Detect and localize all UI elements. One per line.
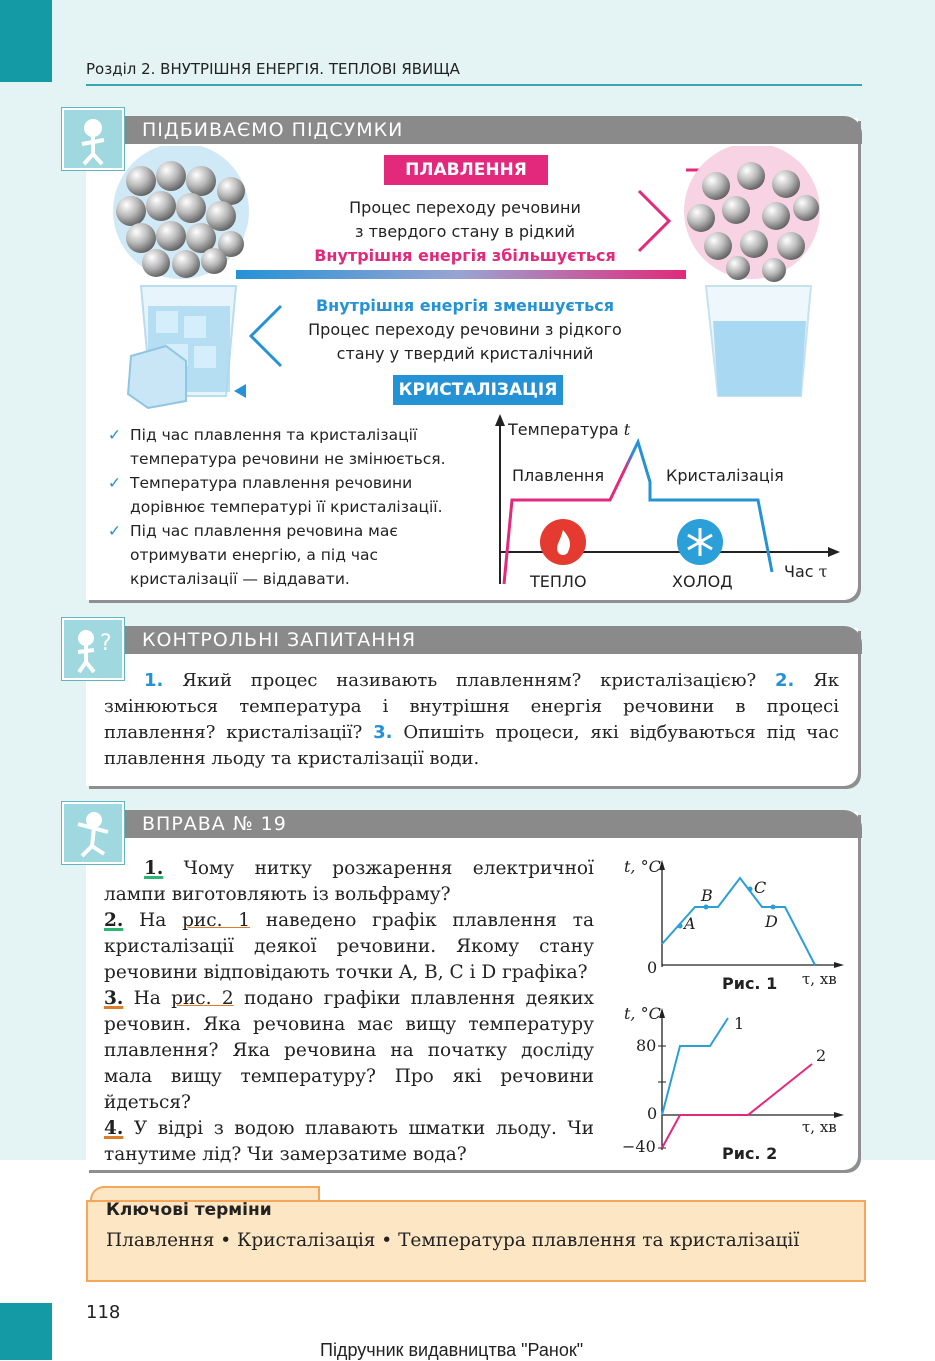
summary-title: ПІДБИВАЄМО ПІДСУМКИ <box>120 116 862 144</box>
key-terms-title: Ключові терміни <box>106 1200 272 1220</box>
graph-melting-label: Плавлення <box>512 466 605 485</box>
crystallization-label: КРИСТАЛІЗАЦІЯ <box>393 375 563 405</box>
checklist-item: ✓ Під час плавлення та кристалізації температура речовини не змінюється. <box>108 423 480 471</box>
checklist-item: ✓ Під час плавлення речовина має отримувати енергію, а під час кристалізації — віддавати. <box>108 519 480 591</box>
crystallization-description <box>280 294 650 366</box>
publisher-note: Підручник видавництва "Ранок" <box>320 1340 584 1360</box>
fig2-series-2-label: 2 <box>816 1046 827 1065</box>
summary-checklist <box>108 423 480 591</box>
checklist-item: ✓ Температура плавлення речовини дорівнює температурі її кристалізації. <box>108 471 480 519</box>
left-chevron-icon <box>251 306 281 366</box>
running-head: Розділ 2. ВНУТРІШНЯ ЕНЕРГІЯ. ТЕПЛОВІ ЯВИЩА <box>86 60 460 78</box>
fig1-label-d: D <box>765 912 778 931</box>
right-chevron-icon <box>639 191 669 251</box>
point-d <box>771 905 776 910</box>
point-a <box>678 924 683 929</box>
fig1-label-a: A <box>684 914 696 933</box>
crystallization-line-1: Процес переходу речовини з рідкого <box>308 320 622 339</box>
fig2-tick-minus40: −40 <box>622 1137 656 1156</box>
exercise-title: ВПРАВА № 19 <box>120 810 862 838</box>
control-questions-text: 1. Який процес називають плавленням? кристалізацією? 2. Як змінюються температура і внутрішня енергія речовини в процесі плавлення? кристалізації? 3. Опишіть процеси, які відбуваються під час плавлення льоду та кристалізації води. <box>104 670 839 769</box>
fig2-x-label: τ, хв <box>802 1118 837 1136</box>
graph-cold-label: ХОЛОД <box>672 572 733 591</box>
fig1-x-label: τ, хв <box>802 970 837 988</box>
series-1-line <box>662 1018 728 1115</box>
glass-with-ice <box>128 286 236 408</box>
page-number: 118 <box>86 1302 121 1323</box>
figure-1-link[interactable]: рис. 1 <box>182 910 251 931</box>
glass-with-water <box>706 286 811 396</box>
melting-line-1: Процес переходу речовини <box>349 198 581 217</box>
graph-crystallization-label: Кристалізація <box>666 466 784 485</box>
crystallization-line-2: стану у твердий кристалічний <box>336 344 594 363</box>
exercise-item-1: 1. Чому нитку розжарення електричної лампи виготовляють із вольфраму? <box>104 858 594 905</box>
energy-band <box>236 270 686 279</box>
svg-text:?: ? <box>100 631 112 656</box>
control-title: КОНТРОЛЬНІ ЗАПИТАННЯ <box>120 626 862 654</box>
graph-x-label: Час τ <box>784 562 828 581</box>
check-icon: ✓ <box>108 474 121 492</box>
check-icon: ✓ <box>108 522 121 540</box>
graph-heat-label: ТЕПЛО <box>530 572 587 591</box>
fig1-label-b: B <box>701 886 713 905</box>
point-c <box>748 887 753 892</box>
header-rule <box>86 84 862 86</box>
exercise-item-3: 3. На рис. 2 подано графіки плавлення деяких речовин. Яка речовина має вищу температуру плавлення? Яка речовина на початку досліду мала вищу температуру? Про які речовини йдеться? <box>104 988 594 1113</box>
fig2-y-label: t, °C <box>624 1004 661 1023</box>
graph-y-label: Температура t <box>508 420 631 439</box>
exercise-item-4: 4. У відрі з водою плавають шматки льоду. Чи танутиме лід? Чи замерзатиме вода? <box>104 1118 594 1165</box>
series-2-line <box>662 1064 812 1148</box>
bottom-corner-tab <box>0 1303 52 1360</box>
exercise-item-2: 2. На рис. 1 наведено графік плавлення та кристалізації деякої речовини. Якому стану речовини відповідають точки A, B, C і D графіка? <box>104 910 594 983</box>
melting-line-2: з твердого стану в рідкий <box>354 222 576 241</box>
melting-label: ПЛАВЛЕННЯ <box>384 155 548 185</box>
point-b <box>704 905 709 910</box>
figure-2-link[interactable]: рис. 2 <box>171 988 234 1009</box>
fig2-tick-0: 0 <box>647 1104 658 1123</box>
crystallization-energy: Внутрішня енергія зменшується <box>315 296 614 315</box>
fig1-zero: 0 <box>647 958 658 977</box>
check-icon: ✓ <box>108 426 121 444</box>
fig1-y-label: t, °C <box>624 857 661 876</box>
fig1-caption: Рис. 1 <box>722 974 778 993</box>
fig2-tick-80: 80 <box>636 1036 657 1055</box>
fig2-series-1-label: 1 <box>734 1014 745 1033</box>
melting-description <box>290 196 640 268</box>
exercise-mascot-icon <box>62 802 124 864</box>
top-corner-tab <box>0 0 52 82</box>
fig1-label-c: C <box>754 878 767 897</box>
fig2-caption: Рис. 2 <box>722 1144 778 1163</box>
melting-energy: Внутрішня енергія збільшується <box>314 246 616 265</box>
exercise-text <box>104 856 594 1168</box>
key-terms-list: Плавлення • Кристалізація • Температура плавлення та кристалізації <box>106 1230 800 1251</box>
